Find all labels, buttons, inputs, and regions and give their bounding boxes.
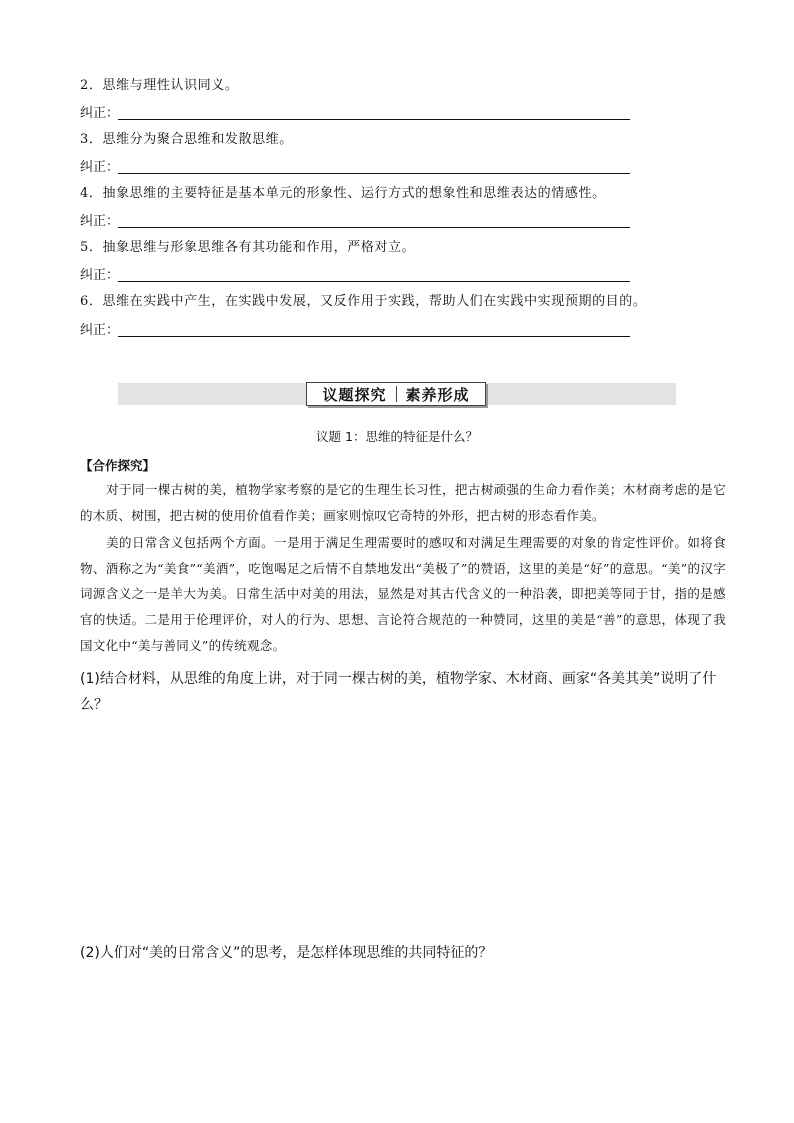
material-paragraph-2 — [80, 530, 726, 659]
correction-input-6[interactable] — [118, 336, 630, 337]
statement-5: 5．抽象思维与形象思维各有其功能和作用，严格对立。 — [80, 240, 416, 255]
statement-4: 4．抽象思维的主要特征是基本单元的形象性、运行方式的想象性和思维表达的情感性。 — [80, 186, 606, 201]
banner-right-label: 素养形成 — [405, 385, 470, 404]
banner-divider — [396, 386, 397, 402]
correction-label-3: 纠正： — [80, 160, 120, 175]
correction-input-5[interactable] — [118, 281, 630, 282]
statement-2: 2．思维与理性认识同义。 — [80, 78, 239, 93]
material-paragraph-1-text: 对于同一棵古树的美，植物学家考察的是它的生理生长习性，把古树顽强的生命力看作美；木材商考虑的是它的木质、树围，把古树的使用价值看作美；画家则惊叹它奇特的外形，把古树的形态看作美。 — [80, 482, 726, 523]
material-paragraph-2-text: 美的日常含义包括两个方面。一是用于满足生理需要时的感叹和对满足生理需要的对象的肯定性评价。如将食物、酒称之为“美食”“美酒”，吃饱喝足之后情不自禁地发出“美极了”的赞语，这里的美是“好”的意思。“美”的汉字词源含义之一是羊大为美。日常生活中对美的用法，显然是对其古代含义的一种沿袭，即把美等同于甘，指的是感官的快适。二是用于伦理评价，对人的行为、思想、言论符合规范的一种赞同，这里的美是“善”的意思，体现了我国文化中“美与善同义”的传统观念。 — [80, 535, 726, 653]
coop-label: 【合作探究】 — [80, 458, 156, 473]
banner-left-label: 议题探究 — [322, 385, 387, 404]
correction-input-4[interactable] — [118, 227, 630, 228]
question-2: (2)人们对“美的日常含义”的思考，是怎样体现思维的共同特征的？ — [80, 945, 493, 961]
correction-label-4: 纠正： — [80, 214, 120, 229]
topic-title: 议题 1：思维的特征是什么？ — [316, 429, 478, 444]
correction-label-2: 纠正： — [80, 106, 120, 121]
correction-label-5: 纠正： — [80, 268, 120, 283]
statement-6: 6．思维在实践中产生，在实践中发展，又反作用于实践，帮助人们在实践中实现预期的目的。 — [80, 294, 647, 309]
correction-label-6: 纠正： — [80, 323, 120, 338]
material-paragraph-1 — [80, 477, 726, 528]
section-banner — [306, 382, 486, 406]
correction-input-2[interactable] — [118, 119, 630, 120]
correction-input-3[interactable] — [118, 173, 630, 174]
question-1: (1)结合材料，从思维的角度上讲，对于同一棵古树的美，植物学家、木材商、画家“各美其美”说明了什么？ — [80, 671, 717, 713]
statement-3: 3．思维分为聚合思维和发散思维。 — [80, 132, 293, 147]
